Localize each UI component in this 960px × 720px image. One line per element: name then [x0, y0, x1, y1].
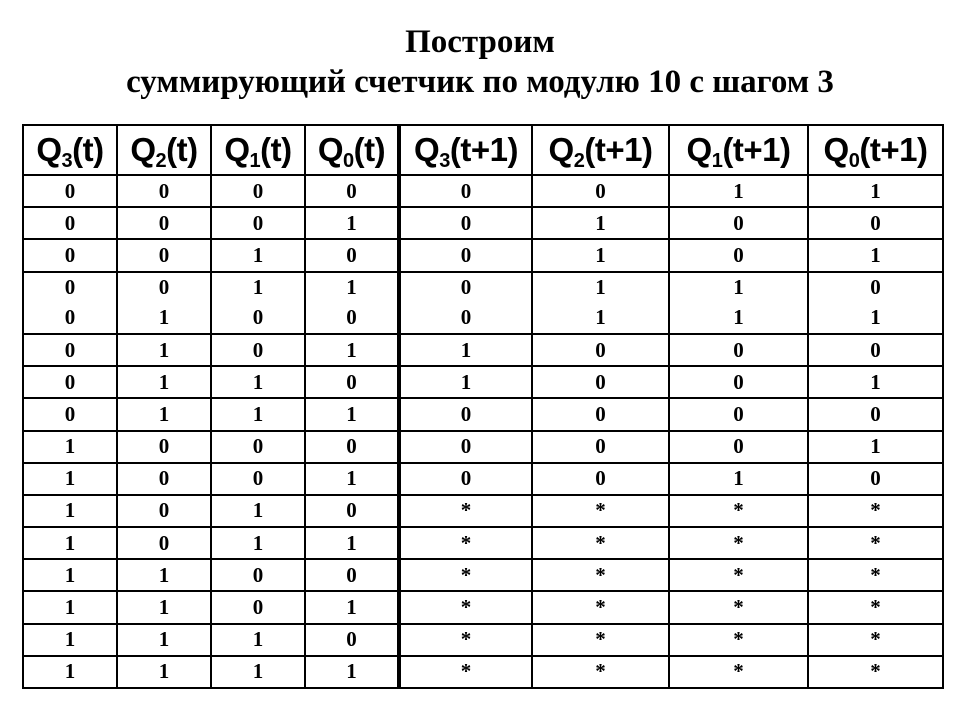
- header-subscript: 0: [848, 150, 860, 172]
- table-cell: 0: [117, 207, 211, 239]
- table-cell: 0: [23, 272, 117, 303]
- table-cell: *: [532, 591, 669, 623]
- header-suffix: (t+1): [449, 131, 518, 168]
- table-cell: 1: [305, 463, 399, 495]
- table-cell: 0: [305, 495, 399, 527]
- table-cell: 1: [211, 239, 305, 271]
- table-cell: 0: [532, 463, 669, 495]
- table-cell: 0: [23, 207, 117, 239]
- table-cell: 1: [117, 559, 211, 591]
- table-cell: 0: [117, 463, 211, 495]
- header-suffix: (t): [72, 131, 104, 168]
- table-cell: *: [399, 624, 532, 656]
- table-cell: *: [808, 559, 943, 591]
- table-cell: 0: [669, 207, 808, 239]
- table-cell: 1: [117, 334, 211, 366]
- header-subscript: 1: [249, 150, 261, 172]
- table-cell: 0: [532, 334, 669, 366]
- table-cell: *: [808, 495, 943, 527]
- header-subscript: 3: [61, 150, 73, 172]
- table-cell: 0: [117, 431, 211, 463]
- header-base: Q: [686, 131, 712, 168]
- table-cell: 1: [211, 527, 305, 559]
- table-cell: 1: [305, 334, 399, 366]
- table-cell: *: [532, 624, 669, 656]
- column-header-7: [808, 125, 943, 175]
- column-header-2: [211, 125, 305, 175]
- table-cell: 0: [399, 272, 532, 303]
- table-cell: 0: [211, 334, 305, 366]
- table-cell: 0: [669, 239, 808, 271]
- table-cell: 0: [669, 431, 808, 463]
- table-cell: 1: [211, 656, 305, 688]
- column-header-5: [532, 125, 669, 175]
- table-row: [23, 527, 943, 559]
- table-row: [23, 334, 943, 366]
- table-cell: *: [399, 591, 532, 623]
- table-cell: 1: [211, 366, 305, 398]
- table-cell: *: [532, 495, 669, 527]
- table-cell: *: [399, 559, 532, 591]
- table-cell: 1: [211, 624, 305, 656]
- table-cell: 1: [532, 272, 669, 303]
- table-cell: 1: [808, 175, 943, 207]
- header-base: Q: [823, 131, 849, 168]
- header-row: [23, 125, 943, 175]
- table-row: [23, 559, 943, 591]
- table-cell: 1: [808, 366, 943, 398]
- table-cell: 0: [305, 366, 399, 398]
- table-cell: *: [532, 559, 669, 591]
- header-subscript: 0: [343, 150, 354, 172]
- table-cell: 0: [399, 175, 532, 207]
- table-cell: 0: [117, 239, 211, 271]
- table-cell: 1: [305, 527, 399, 559]
- table-cell: 1: [532, 303, 669, 334]
- table-cell: 0: [669, 366, 808, 398]
- table-cell: 1: [117, 591, 211, 623]
- table-cell: 1: [305, 272, 399, 303]
- table-row: [23, 656, 943, 688]
- header-subscript: 1: [711, 150, 723, 172]
- table-cell: *: [399, 527, 532, 559]
- header-base: Q: [317, 131, 344, 168]
- table-cell: 1: [399, 366, 532, 398]
- table-cell: *: [399, 656, 532, 688]
- header-base: Q: [36, 131, 62, 168]
- table-cell: 0: [305, 559, 399, 591]
- table-cell: 1: [808, 431, 943, 463]
- table-cell: 0: [669, 398, 808, 430]
- table-row: [23, 272, 943, 303]
- header-subscript: 3: [439, 150, 450, 172]
- table-cell: 0: [808, 207, 943, 239]
- table-cell: 0: [399, 398, 532, 430]
- table-cell: 0: [23, 398, 117, 430]
- header-suffix: (t+1): [859, 131, 928, 168]
- table-cell: 0: [669, 334, 808, 366]
- table-cell: 1: [669, 175, 808, 207]
- table-cell: *: [808, 527, 943, 559]
- table-cell: 0: [305, 431, 399, 463]
- table-cell: 0: [23, 366, 117, 398]
- table-cell: *: [669, 527, 808, 559]
- table-cell: 1: [532, 239, 669, 271]
- header-base: Q: [130, 131, 156, 168]
- table-cell: 1: [211, 495, 305, 527]
- table-cell: 1: [117, 398, 211, 430]
- header-suffix: (t): [260, 131, 292, 168]
- table-cell: 1: [23, 624, 117, 656]
- page-title: [0, 22, 960, 102]
- table-cell: 0: [211, 175, 305, 207]
- table-cell: 0: [117, 527, 211, 559]
- table-cell: 0: [305, 175, 399, 207]
- table-row: [23, 398, 943, 430]
- table-cell: 1: [23, 463, 117, 495]
- table-cell: *: [532, 527, 669, 559]
- header-base: Q: [414, 131, 440, 168]
- table-row: [23, 463, 943, 495]
- table-cell: 0: [532, 431, 669, 463]
- table-cell: 0: [808, 398, 943, 430]
- table-row: [23, 624, 943, 656]
- table-cell: 1: [117, 366, 211, 398]
- table-cell: *: [808, 591, 943, 623]
- table-cell: 1: [23, 431, 117, 463]
- table-cell: 1: [808, 239, 943, 271]
- header-suffix: (t): [166, 131, 198, 168]
- table-cell: 0: [211, 463, 305, 495]
- table-cell: 0: [399, 463, 532, 495]
- table-cell: 1: [23, 656, 117, 688]
- header-base: Q: [224, 131, 250, 168]
- table-cell: 0: [399, 207, 532, 239]
- header-subscript: 2: [573, 150, 585, 172]
- column-header-0: [23, 125, 117, 175]
- table-cell: 1: [399, 334, 532, 366]
- table-cell: 0: [23, 239, 117, 271]
- header-suffix: (t+1): [722, 131, 791, 168]
- table-row: [23, 366, 943, 398]
- title-line-1: Построим: [405, 24, 555, 60]
- column-header-3: [305, 125, 399, 175]
- table-cell: 0: [23, 303, 117, 334]
- table-cell: *: [669, 656, 808, 688]
- table-cell: 1: [211, 272, 305, 303]
- column-header-6: [669, 125, 808, 175]
- table-cell: *: [669, 624, 808, 656]
- table-cell: 1: [117, 656, 211, 688]
- table-cell: 0: [399, 303, 532, 334]
- table-cell: 1: [669, 463, 808, 495]
- table-cell: 0: [808, 334, 943, 366]
- table-cell: 1: [23, 495, 117, 527]
- table-cell: 0: [117, 175, 211, 207]
- table-cell: 0: [305, 239, 399, 271]
- table-cell: 0: [211, 559, 305, 591]
- table-cell: 0: [117, 272, 211, 303]
- table-cell: 0: [305, 624, 399, 656]
- truth-table-header: [23, 125, 943, 175]
- table-row: [23, 175, 943, 207]
- table-cell: 0: [808, 272, 943, 303]
- table-cell: 1: [117, 303, 211, 334]
- table-row: [23, 207, 943, 239]
- truth-table: [22, 124, 944, 689]
- table-cell: 0: [23, 175, 117, 207]
- table-cell: *: [808, 656, 943, 688]
- table-cell: 1: [23, 591, 117, 623]
- table-cell: 1: [305, 591, 399, 623]
- table-cell: 0: [211, 303, 305, 334]
- table-cell: 0: [532, 175, 669, 207]
- table-cell: 0: [399, 239, 532, 271]
- table-cell: *: [808, 624, 943, 656]
- table-row: [23, 239, 943, 271]
- table-cell: 0: [211, 431, 305, 463]
- table-row: [23, 431, 943, 463]
- table-cell: 1: [305, 398, 399, 430]
- table-cell: *: [399, 495, 532, 527]
- column-header-4: [399, 125, 532, 175]
- table-cell: 0: [532, 398, 669, 430]
- table-cell: *: [532, 656, 669, 688]
- title-line-2: суммирующий счетчик по модулю 10 с шагом 3: [126, 64, 834, 100]
- header-subscript: 2: [155, 150, 167, 172]
- table-cell: 0: [211, 207, 305, 239]
- table-cell: 1: [305, 656, 399, 688]
- table-row: [23, 591, 943, 623]
- table-cell: 0: [117, 495, 211, 527]
- table-cell: 1: [117, 624, 211, 656]
- header-suffix: (t): [353, 131, 386, 168]
- table-cell: *: [669, 591, 808, 623]
- table-cell: 0: [808, 463, 943, 495]
- table-cell: 1: [23, 559, 117, 591]
- table-cell: *: [669, 495, 808, 527]
- table-cell: 1: [23, 527, 117, 559]
- table-cell: 1: [808, 303, 943, 334]
- table-cell: 1: [669, 272, 808, 303]
- column-header-1: [117, 125, 211, 175]
- header-base: Q: [548, 131, 574, 168]
- table-cell: 0: [211, 591, 305, 623]
- table-cell: 0: [305, 303, 399, 334]
- table-cell: 1: [211, 398, 305, 430]
- table-cell: 0: [399, 431, 532, 463]
- table-cell: 0: [23, 334, 117, 366]
- table-row: [23, 495, 943, 527]
- header-suffix: (t+1): [584, 131, 653, 168]
- table-cell: 0: [532, 366, 669, 398]
- table-row: [23, 303, 943, 334]
- table-cell: 1: [669, 303, 808, 334]
- table-cell: 1: [532, 207, 669, 239]
- table-cell: *: [669, 559, 808, 591]
- truth-table-body: [23, 175, 943, 688]
- table-cell: 1: [305, 207, 399, 239]
